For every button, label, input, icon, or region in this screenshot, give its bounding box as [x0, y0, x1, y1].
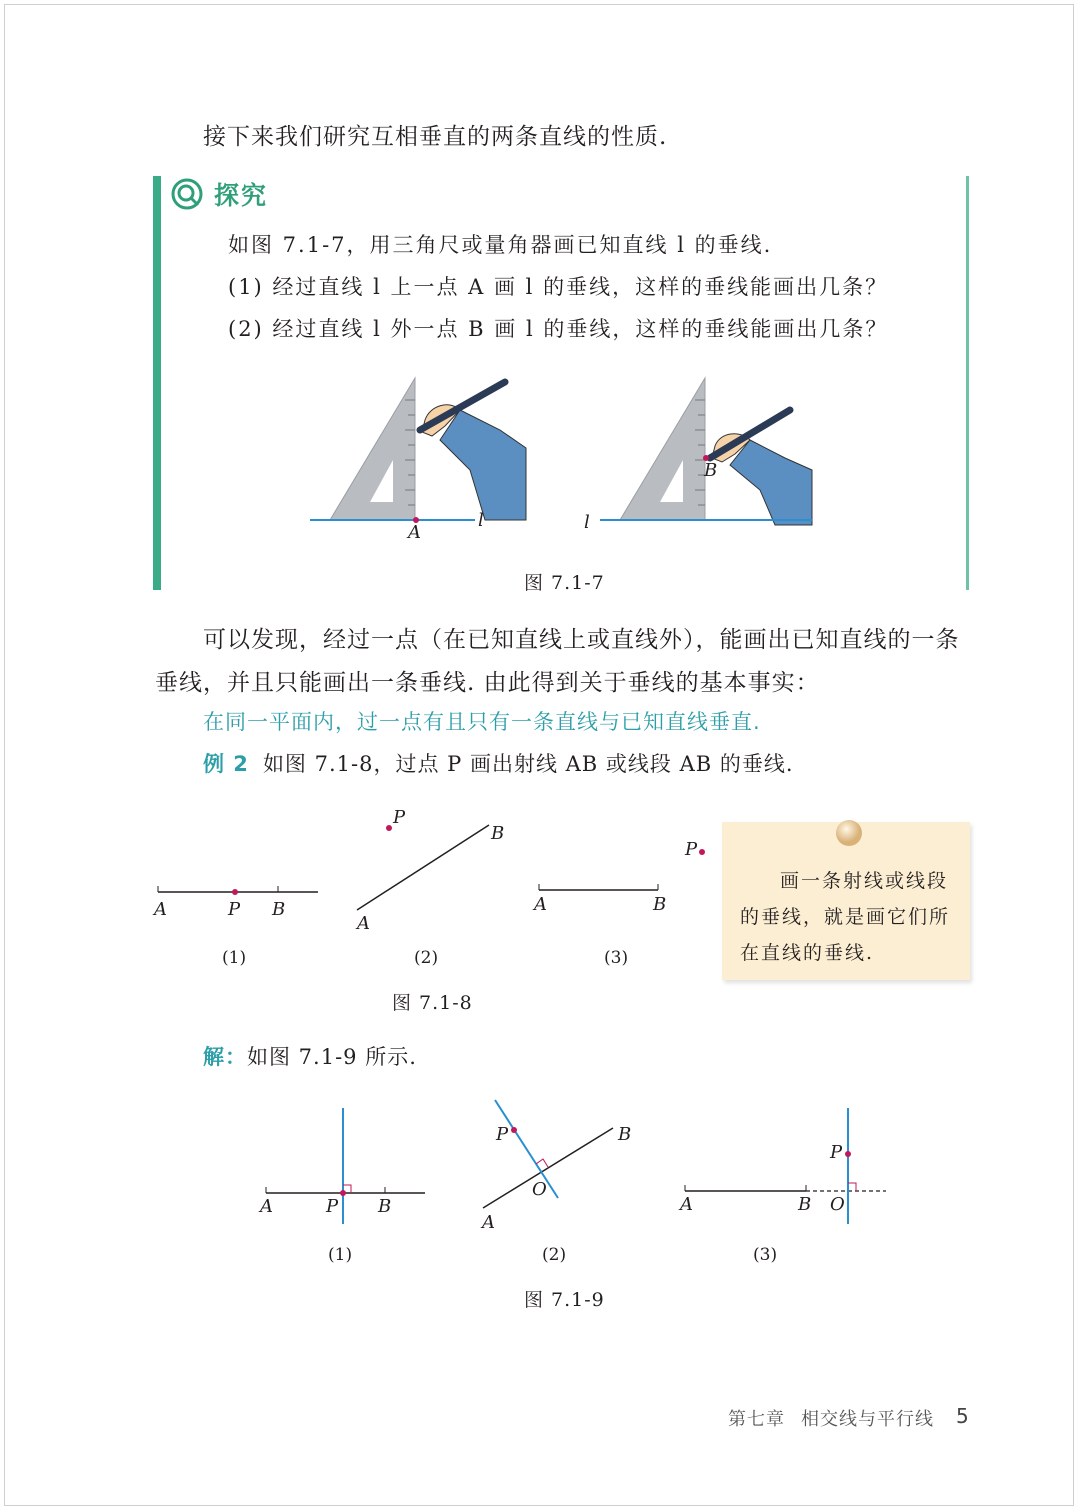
point-p: [386, 825, 392, 831]
example-row: [203, 748, 794, 778]
sleeve: [730, 440, 812, 525]
label-p: P: [228, 899, 241, 920]
explore-line-2: (1) 经过直线 l 上一点 A 画 l 的垂线，这样的垂线能画出几条？: [228, 275, 889, 299]
note-line-3: 在直线的垂线.: [740, 942, 875, 964]
figure-7-1-8: [150, 805, 730, 975]
subcaption-3: (3): [604, 948, 629, 968]
label-b: B: [798, 1194, 812, 1215]
label-a: A: [357, 913, 370, 934]
label-b: B: [272, 899, 286, 920]
explore-line-3: (2) 经过直线 l 外一点 B 画 l 的垂线，这样的垂线能画出几条？: [228, 317, 889, 341]
subcaption-1: (1): [328, 1245, 353, 1265]
sleeve: [440, 410, 526, 520]
label-o: O: [532, 1179, 547, 1200]
note-line-2: 的垂线，就是画它们所: [740, 906, 951, 928]
explore-right-bar: [966, 176, 969, 590]
figure-caption-7-1-8: 图 7.1-8: [392, 992, 473, 1014]
figure-7-1-7-left: [300, 370, 540, 550]
label-a: A: [534, 894, 547, 915]
label-a: A: [260, 1196, 273, 1217]
label-a: A: [482, 1212, 495, 1233]
footer-title: 相交线与平行线: [801, 1409, 934, 1430]
solution-row: [203, 1041, 417, 1071]
example-label: 例 2: [203, 752, 249, 776]
label-b: B: [653, 894, 667, 915]
label-o: O: [830, 1194, 845, 1215]
label-b: B: [378, 1196, 392, 1217]
subcaption-2: (2): [414, 948, 439, 968]
tip-note: [722, 822, 970, 980]
point-p: [340, 1190, 346, 1196]
point-p: [845, 1151, 851, 1157]
label-a: A: [154, 899, 167, 920]
point-p: [511, 1127, 517, 1133]
label-p: P: [830, 1142, 843, 1163]
label-p: P: [685, 839, 698, 860]
point-p: [699, 849, 705, 855]
label-a: A: [680, 1194, 693, 1215]
paragraph-2: 垂线，并且只能画出一条垂线. 由此得到关于垂线的基本事实：: [155, 670, 820, 696]
paragraph-1: 可以发现，经过一点（在已知直线上或直线外），能画出已知直线的一条: [203, 627, 960, 653]
label-b: B: [618, 1124, 632, 1145]
solution-label: 解：: [203, 1045, 247, 1069]
label-p: P: [496, 1124, 509, 1145]
footer-chapter: 第七章: [728, 1409, 785, 1430]
label-p: P: [326, 1196, 339, 1217]
figure-7-1-7-right: [580, 370, 820, 550]
label-p: P: [393, 807, 406, 828]
label-b: B: [704, 460, 718, 481]
explore-line-1: 如图 7.1-7，用三角尺或量角器画已知直线 l 的垂线.: [228, 233, 773, 257]
basic-fact: 在同一平面内，过一点有且只有一条直线与已知直线垂直.: [203, 710, 761, 734]
page-number: 5: [956, 1404, 969, 1428]
figure-caption-7-1-7: 图 7.1-7: [524, 572, 605, 594]
figure-caption-7-1-9: 图 7.1-9: [524, 1289, 605, 1311]
explore-title: 探究: [214, 181, 269, 210]
label-l: l: [584, 512, 590, 533]
subcaption-3: (3): [753, 1245, 778, 1265]
label-b: B: [491, 823, 505, 844]
subcaption-1: (1): [222, 948, 247, 968]
pin-icon: [834, 818, 864, 848]
example-text: 如图 7.1-8，过点 P 画出射线 AB 或线段 AB 的垂线.: [262, 752, 794, 776]
intro-text: 接下来我们研究互相垂直的两条直线的性质.: [203, 124, 668, 150]
note-line-1: 画一条射线或线段: [780, 870, 949, 892]
subcaption-2: (2): [542, 1245, 567, 1265]
label-l: l: [478, 510, 484, 531]
point-p: [232, 889, 238, 895]
figure-7-1-9: [250, 1100, 900, 1270]
label-a: A: [408, 522, 421, 543]
explore-left-bar: [153, 176, 161, 590]
explore-magnifier-icon: [171, 178, 205, 212]
solution-text: 如图 7.1-9 所示.: [247, 1045, 417, 1069]
